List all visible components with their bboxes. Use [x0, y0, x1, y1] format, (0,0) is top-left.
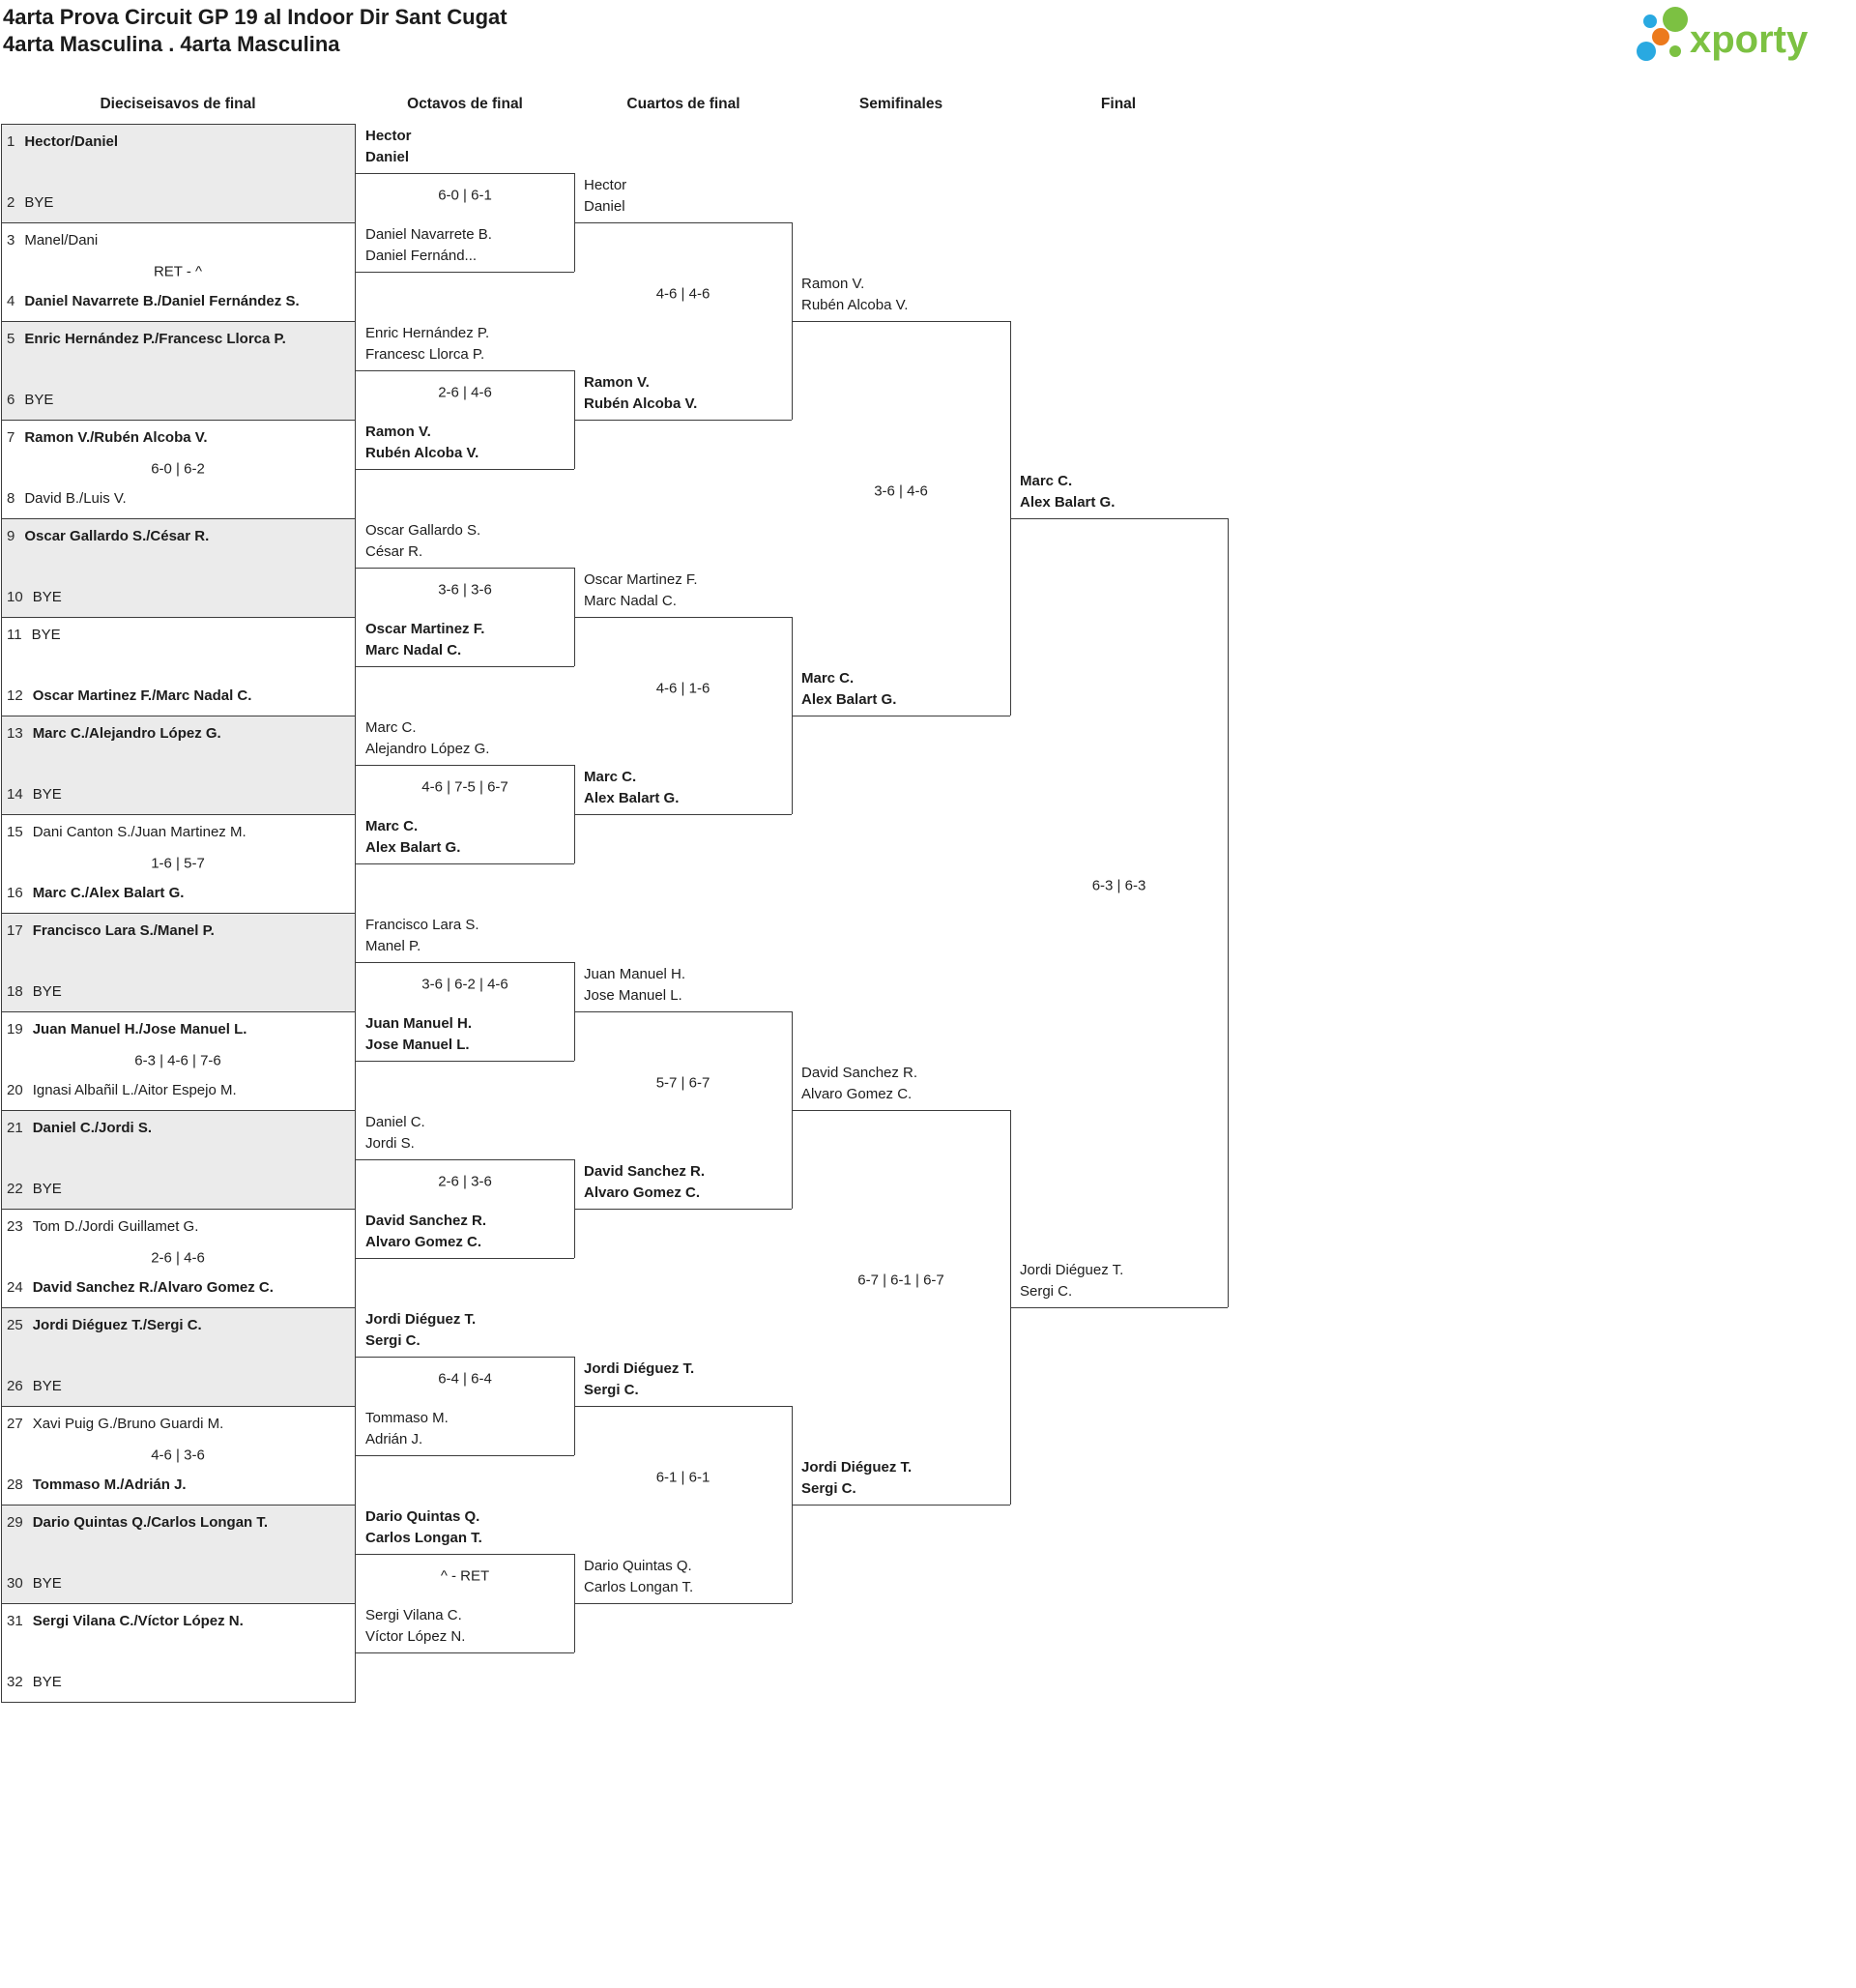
entry-number: 12 — [7, 687, 23, 704]
bracket-line — [356, 1554, 574, 1555]
entry-number: 1 — [7, 133, 15, 150]
entry-row — [7, 330, 286, 349]
entry-name: Oscar Gallardo S./César R. — [24, 528, 210, 544]
column-header-round-of-16: Octavos de final — [407, 96, 523, 112]
bracket-line — [1010, 518, 1228, 519]
entry-row — [7, 687, 251, 706]
team-name-line: Hector — [584, 177, 627, 193]
entry-row — [7, 1476, 187, 1495]
team-name-line: Alvaro Gomez C. — [365, 1233, 482, 1250]
team-name-line: Marc C. — [801, 670, 855, 687]
match-score: 6-4 | 6-4 — [438, 1370, 492, 1388]
page-subtitle: 4arta Masculina . 4arta Masculina — [3, 32, 340, 56]
bracket-line — [356, 1258, 574, 1259]
entry-row — [7, 1180, 62, 1199]
bracket-line — [356, 1159, 574, 1160]
entry-name: Dani Canton S./Juan Martinez M. — [32, 824, 246, 840]
entry-number: 20 — [7, 1082, 23, 1098]
entry-row — [7, 1217, 198, 1237]
entry-row — [7, 785, 62, 804]
entry-name: David B./Luis V. — [24, 490, 127, 507]
team-name-line: Rubén Alcoba V. — [801, 296, 909, 313]
team-name-line: Alejandro López G. — [365, 740, 490, 757]
team-label — [365, 126, 412, 167]
team-name-line: Sergi C. — [584, 1381, 639, 1398]
column-header-final: Final — [1100, 96, 1137, 112]
entry-number: 30 — [7, 1575, 23, 1592]
bracket-line — [792, 1110, 1010, 1111]
entry-name: BYE — [32, 983, 62, 1000]
entry-number: 10 — [7, 589, 23, 605]
team-name-line: Daniel Navarrete B. — [365, 226, 492, 243]
team-label — [365, 717, 489, 759]
team-label — [1020, 1260, 1123, 1301]
team-label — [365, 915, 479, 956]
bracket-line — [356, 568, 574, 569]
entry-name: Xavi Puig G./Bruno Guardi M. — [32, 1416, 224, 1432]
match-score: 4-6 | 7-5 | 6-7 — [421, 778, 508, 796]
entry-name: BYE — [32, 1181, 62, 1197]
team-name-line: Jose Manuel L. — [365, 1036, 470, 1053]
team-name-line: Sergi C. — [801, 1479, 856, 1497]
entry-number: 6 — [7, 392, 15, 408]
entry-number: 31 — [7, 1613, 23, 1629]
team-name-line: Daniel Fernánd... — [365, 247, 478, 264]
bracket-line — [1010, 1307, 1228, 1308]
entry-row — [7, 527, 209, 546]
entry-row — [7, 1574, 62, 1593]
team-name-line: Jordi S. — [365, 1134, 415, 1152]
entry-number: 22 — [7, 1181, 23, 1197]
entry-row — [7, 1278, 274, 1298]
team-name-line: Carlos Longan T. — [584, 1578, 694, 1595]
entry-row — [7, 1415, 223, 1434]
entry-row — [7, 231, 98, 250]
team-name-line: Víctor López N. — [365, 1627, 466, 1645]
entry-number: 9 — [7, 528, 15, 544]
bracket-line — [356, 765, 574, 766]
entry-number: 32 — [7, 1674, 23, 1690]
team-label — [584, 1161, 705, 1203]
entry-name: Tommaso M./Adrián J. — [32, 1476, 187, 1493]
pair-score: RET - ^ — [153, 263, 203, 280]
entry-row — [7, 428, 208, 448]
entry-name: BYE — [24, 392, 54, 408]
bracket-line — [574, 1011, 792, 1012]
team-name-line: Juan Manuel H. — [365, 1015, 473, 1032]
team-name-line: Daniel C. — [365, 1114, 425, 1130]
bracket-line — [356, 1455, 574, 1456]
team-name-line: Marc C. — [584, 769, 637, 785]
team-name-line: Sergi Vilana C. — [365, 1607, 462, 1623]
entry-row — [7, 1081, 237, 1100]
team-label — [365, 323, 489, 365]
team-label — [584, 767, 679, 808]
team-label — [584, 175, 626, 217]
entry-number: 3 — [7, 232, 15, 248]
pair-score: 4-6 | 3-6 — [151, 1447, 205, 1464]
bracket-line — [574, 222, 792, 223]
entry-number: 28 — [7, 1476, 23, 1493]
entry-number: 16 — [7, 885, 23, 901]
match-score: 6-3 | 6-3 — [1091, 877, 1146, 894]
team-label — [801, 1457, 912, 1499]
entry-row — [7, 391, 53, 410]
entry-number: 29 — [7, 1514, 23, 1531]
team-label — [365, 1211, 486, 1252]
team-name-line: Rubén Alcoba V. — [365, 444, 479, 461]
entry-row — [7, 1612, 244, 1631]
team-name-line: Marc Nadal C. — [584, 592, 677, 609]
entry-name: BYE — [31, 627, 61, 643]
column-header-semifinals: Semifinales — [858, 96, 943, 112]
pair-score: 2-6 | 4-6 — [151, 1249, 205, 1267]
team-label — [365, 520, 480, 562]
bracket-line — [792, 321, 1010, 322]
team-name-line: David Sanchez R. — [584, 1163, 706, 1180]
match-score: 3-6 | 6-2 | 4-6 — [421, 976, 508, 993]
entry-row — [7, 132, 118, 152]
team-label — [584, 1556, 693, 1597]
entry-number: 7 — [7, 429, 15, 446]
entry-row — [7, 193, 53, 213]
bracket-line — [574, 617, 792, 618]
entry-number: 14 — [7, 786, 23, 803]
entry-row — [7, 588, 62, 607]
entry-row — [7, 1673, 62, 1692]
team-name-line: Dario Quintas Q. — [365, 1508, 480, 1525]
entry-row — [7, 823, 246, 842]
entry-name: BYE — [32, 1378, 62, 1394]
entry-row — [7, 1377, 62, 1396]
logo-wordmark: xporty — [1690, 18, 1809, 61]
entry-number: 18 — [7, 983, 23, 1000]
entry-row — [7, 724, 221, 744]
team-label — [365, 816, 460, 858]
pair-score: 1-6 | 5-7 — [151, 855, 205, 872]
entry-number: 23 — [7, 1218, 23, 1235]
team-name-line: Daniel — [584, 197, 625, 215]
entry-name: Marc C./Alex Balart G. — [32, 885, 185, 901]
column-header-round-of-32: Dieciseisavos de final — [100, 96, 256, 112]
team-name-line: Oscar Martinez F. — [365, 621, 485, 637]
entry-name: Tom D./Jordi Guillamet G. — [32, 1218, 199, 1235]
entry-number: 13 — [7, 725, 23, 742]
entry-number: 19 — [7, 1021, 23, 1038]
team-label — [584, 372, 697, 414]
match-score: 6-1 | 6-1 — [655, 1469, 710, 1486]
team-label — [365, 1408, 449, 1449]
entry-name: David Sanchez R./Alvaro Gomez C. — [32, 1279, 274, 1296]
entry-number: 25 — [7, 1317, 23, 1333]
team-name-line: Ramon V. — [584, 374, 650, 391]
match-score: 4-6 | 1-6 — [655, 680, 710, 697]
entry-name: BYE — [32, 1575, 62, 1592]
entry-number: 21 — [7, 1120, 23, 1136]
team-name-line: Daniel — [365, 148, 410, 165]
entry-name: Oscar Martinez F./Marc Nadal C. — [32, 687, 252, 704]
entry-row — [7, 982, 62, 1002]
bracket-line — [574, 1406, 792, 1407]
entry-number: 17 — [7, 922, 23, 939]
team-name-line: Sergi C. — [365, 1331, 420, 1349]
team-label — [365, 224, 492, 266]
bracket-line — [574, 1209, 792, 1210]
bracket-line — [356, 863, 574, 864]
bracket-line — [356, 1061, 574, 1062]
entry-name: Francisco Lara S./Manel P. — [32, 922, 215, 939]
pair-score: 6-3 | 4-6 | 7-6 — [134, 1052, 221, 1069]
bracket-line — [356, 370, 574, 371]
entry-name: BYE — [24, 194, 54, 211]
entry-name: Manel/Dani — [24, 232, 99, 248]
match-score: 6-7 | 6-1 | 6-7 — [857, 1272, 944, 1289]
entry-name: Sergi Vilana C./Víctor López N. — [32, 1613, 244, 1629]
entry-number: 15 — [7, 824, 23, 840]
team-label — [801, 274, 908, 315]
team-name-line: Hector — [365, 128, 412, 144]
team-name-line: Adrián J. — [365, 1430, 423, 1447]
entry-number: 26 — [7, 1378, 23, 1394]
team-label — [365, 422, 478, 463]
entry-number: 8 — [7, 490, 15, 507]
entry-number: 11 — [7, 627, 22, 643]
team-label — [365, 1605, 465, 1647]
entry-row — [7, 884, 184, 903]
bracket-line — [356, 666, 574, 667]
team-label — [365, 619, 484, 660]
entry-name: BYE — [32, 1674, 62, 1690]
team-label — [365, 1112, 425, 1154]
bracket-line — [574, 814, 792, 815]
team-name-line: Juan Manuel H. — [584, 966, 686, 982]
team-name-line: Ramon V. — [801, 276, 865, 292]
team-label — [584, 1359, 694, 1400]
bracket-line — [356, 173, 574, 174]
team-name-line: Manel P. — [365, 937, 421, 954]
match-score: 3-6 | 4-6 — [874, 482, 928, 500]
entry-row — [7, 1513, 268, 1533]
match-score: ^ - RET — [440, 1567, 490, 1585]
match-score: 5-7 | 6-7 — [655, 1074, 710, 1092]
team-name-line: Marc C. — [365, 818, 419, 834]
team-name-line: Ramon V. — [365, 424, 431, 440]
team-name-line: Dario Quintas Q. — [584, 1558, 692, 1574]
entry-number: 27 — [7, 1416, 23, 1432]
entry-number: 24 — [7, 1279, 23, 1296]
team-name-line: Alex Balart G. — [365, 838, 461, 856]
entry-name: Ramon V./Rubén Alcoba V. — [24, 429, 208, 446]
match-score: 2-6 | 4-6 — [438, 384, 492, 401]
team-name-line: David Sanchez R. — [365, 1213, 487, 1229]
bracket-line — [356, 1357, 574, 1358]
entry-name: BYE — [32, 589, 62, 605]
team-name-line: Alvaro Gomez C. — [584, 1184, 701, 1201]
team-name-line: Alex Balart G. — [584, 789, 680, 806]
page-title: 4arta Prova Circuit GP 19 al Indoor Dir Sant Cugat — [3, 5, 508, 29]
entry-row — [7, 292, 300, 311]
entry-row — [7, 1119, 152, 1138]
match-score: 4-6 | 4-6 — [655, 285, 710, 303]
bracket-line — [574, 420, 792, 421]
bracket-line — [356, 962, 574, 963]
entry-number: 4 — [7, 293, 15, 309]
entry-name: Ignasi Albañil L./Aitor Espejo M. — [32, 1082, 237, 1098]
team-name-line: César R. — [365, 542, 423, 560]
entry-name: Marc C./Alejandro López G. — [32, 725, 221, 742]
team-label — [801, 1063, 917, 1104]
team-name-line: Enric Hernández P. — [365, 325, 490, 341]
entry-row — [7, 1020, 246, 1039]
match-score: 2-6 | 3-6 — [438, 1173, 492, 1190]
entry-number: 2 — [7, 194, 15, 211]
bracket-line — [356, 272, 574, 273]
team-name-line: Jordi Diéguez T. — [365, 1311, 477, 1328]
team-name-line: Marc C. — [365, 719, 417, 736]
team-name-line: Sergi C. — [1020, 1282, 1073, 1300]
bracket-line — [792, 1505, 1010, 1506]
team-name-line: Jordi Diéguez T. — [584, 1360, 695, 1377]
team-name-line: Marc Nadal C. — [365, 641, 462, 658]
team-name-line: Jordi Diéguez T. — [1020, 1262, 1124, 1278]
team-name-line: Rubén Alcoba V. — [584, 395, 698, 412]
entry-row — [7, 626, 61, 645]
entry-row — [7, 489, 127, 509]
entry-row — [7, 921, 215, 941]
match-score: 6-0 | 6-1 — [438, 187, 492, 204]
team-name-line: David Sanchez R. — [801, 1065, 918, 1081]
team-label — [365, 1309, 476, 1351]
column-header-quarterfinals: Cuartos de final — [626, 96, 740, 112]
entry-row — [7, 1316, 202, 1335]
entry-name: Juan Manuel H./Jose Manuel L. — [32, 1021, 247, 1038]
team-name-line: Francesc Llorca P. — [365, 345, 485, 363]
entry-name: Daniel Navarrete B./Daniel Fernández S. — [24, 293, 300, 309]
entry-name: Dario Quintas Q./Carlos Longan T. — [32, 1514, 269, 1531]
team-name-line: Jordi Diéguez T. — [801, 1459, 913, 1476]
team-name-line: Francisco Lara S. — [365, 917, 479, 933]
team-name-line: Alex Balart G. — [801, 690, 897, 708]
entry-number: 5 — [7, 331, 15, 347]
bracket-line — [1228, 518, 1229, 1307]
team-name-line: Oscar Gallardo S. — [365, 522, 481, 539]
team-name-line: Marc C. — [1020, 473, 1073, 489]
team-label — [584, 964, 685, 1006]
entry-name: Hector/Daniel — [24, 133, 119, 150]
entry-name: Jordi Diéguez T./Sergi C. — [32, 1317, 202, 1333]
team-name-line: Carlos Longan T. — [365, 1529, 482, 1546]
team-name-line: Oscar Martinez F. — [584, 571, 698, 588]
bracket-line — [356, 1652, 574, 1653]
team-name-line: Tommaso M. — [365, 1410, 449, 1426]
entry-name: Daniel C./Jordi S. — [32, 1120, 153, 1136]
entry-name: Enric Hernández P./Francesc Llorca P. — [24, 331, 286, 347]
team-label — [1020, 471, 1115, 512]
bracket-line — [356, 469, 574, 470]
entry-name: BYE — [32, 786, 62, 803]
team-label — [584, 570, 698, 611]
team-label — [365, 1506, 482, 1548]
team-name-line: Alex Balart G. — [1020, 493, 1116, 511]
bracket-line — [574, 1603, 792, 1604]
pair-score: 6-0 | 6-2 — [151, 460, 205, 478]
team-name-line: Alvaro Gomez C. — [801, 1085, 913, 1102]
team-label — [365, 1013, 472, 1055]
team-label — [801, 668, 896, 710]
team-name-line: Jose Manuel L. — [584, 986, 682, 1004]
match-score: 3-6 | 3-6 — [438, 581, 492, 599]
